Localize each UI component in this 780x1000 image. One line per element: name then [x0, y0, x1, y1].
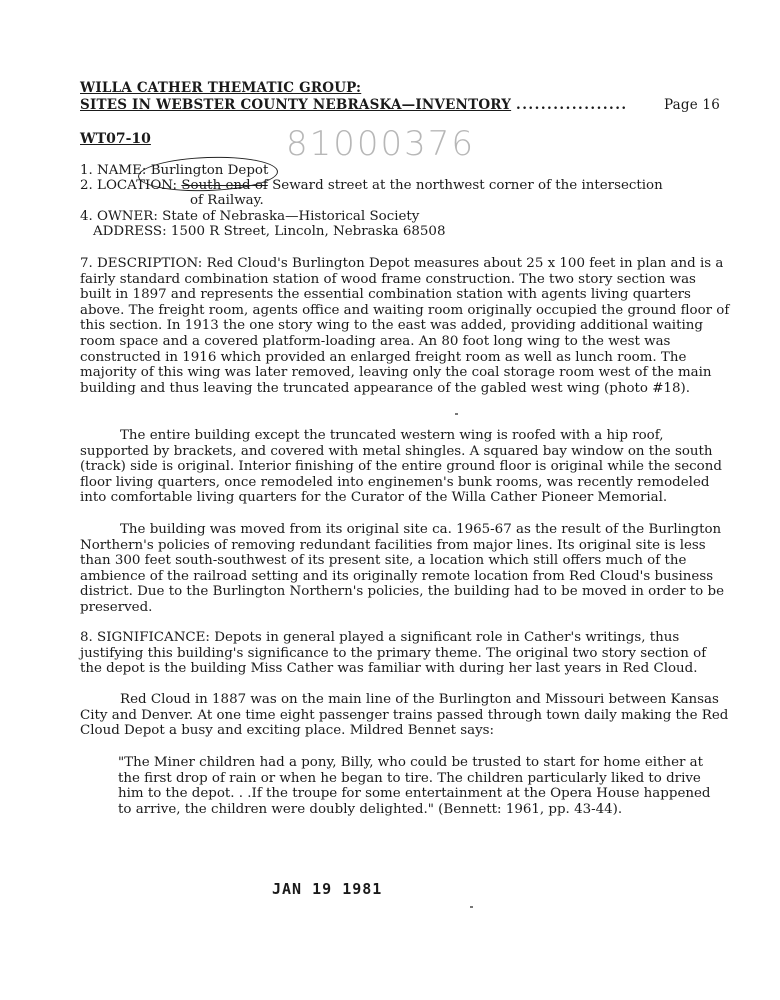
description-paragraph-1: 7. DESCRIPTION: Red Cloud's Burlington Depot measures about 25 x 100 feet in plan and is a fairly standard combination station of wood frame construction. The two story section was built in 1897 and represents the essential combination station with agents living quarters above. The freight room, agents office and waiting room originally occupied the ground floor of this section. In 1913 the one story wing to the east was added, providing additional waiting room space and a covered platform-loading area. An 80 foot long wing to the west was constructed in 1916 which provided an enlarged freight room as well as lunch room. The majority of this wing was later removed, leaving only the coal storage room west of the main building and thus leaving the truncated appearance of the gabled west wing (photo #18). [80, 256, 730, 396]
name-field: 1. NAME: Burlington Depot [80, 163, 269, 178]
significance-heading: 8. SIGNIFICANCE: [80, 630, 210, 645]
inventory-title-row [80, 97, 720, 113]
site-code: WT07-10 [80, 131, 151, 147]
significance-paragraph-2: Red Cloud in 1887 was on the main line of the Burlington and Missouri between Kansas City and Denver. At one time eight passenger trains passed through town daily making the Red Cloud Depot a busy and exciting place. Mildred Bennet says: [80, 692, 729, 739]
location-field: 2. LOCATION: South end of Seward street at the northwest corner of the intersection [80, 178, 663, 193]
description-paragraph-2: The entire building except the truncated western wing is roofed with a hip roof, supported by brackets, and covered with metal shingles. A squared bay window on the south (track) side is original. Interior finishing of the entire ground floor is original while the second floor living quarters, once remodeled into enginemen's bunk rooms, was recently remodeled into comfortable living quarters for the Curator of the Willa Cather Pioneer Memorial. [80, 428, 722, 506]
description-paragraph-3: The building was moved from its original site ca. 1965-67 as the result of the Burlington Northern's policies of removing redundant facilities from major lines. Its original site is less than 300 feet south-southwest of its present site, a location which still offers much of the ambience of the railroad setting and its originally remote location from Red Cloud's business district. Due to the Burlington Northern's policies, the building had to be moved in order to be preserved. [80, 522, 724, 615]
scan-speck [470, 906, 473, 908]
owner-field: 4. OWNER: State of Nebraska—Historical Society [80, 209, 420, 224]
significance-paragraph-1: 8. SIGNIFICANCE: Depots in general played a significant role in Cather's writings, thus justifying this building's significance to the primary theme. The original two story section of the depot is the building Miss Cather was familiar with during her last years in Red Cloud. [80, 630, 707, 677]
location-field-continued: of Railway. [190, 193, 264, 208]
scan-speck [455, 413, 458, 415]
address-field: ADDRESS: 1500 R Street, Lincoln, Nebraska 68508 [93, 224, 446, 239]
page-number: Page 16 [663, 97, 720, 113]
bennett-quote: "The Miner children had a pony, Billy, who could be trusted to start for home either at the first drop of rain or when he began to tire. The children particularly liked to drive him to the depot. . .If the troupe for some entertainment at the Opera House happened to arrive, the children were doubly delighted." (Bennett: 1961, pp. 43-44). [118, 755, 711, 817]
name-value: Burlington Depot [150, 163, 269, 178]
inventory-title: SITES IN WEBSTER COUNTY NEBRASKA—INVENTORY [80, 97, 512, 113]
description-heading: 7. DESCRIPTION: [80, 256, 203, 271]
leader-dots: .................. [516, 97, 628, 113]
handwritten-reference-number: 81000376 [286, 124, 476, 164]
date-stamp: JAN 19 1981 [272, 880, 383, 898]
group-title: WILLA CATHER THEMATIC GROUP: [80, 80, 362, 96]
struck-text: South end of [181, 178, 268, 193]
